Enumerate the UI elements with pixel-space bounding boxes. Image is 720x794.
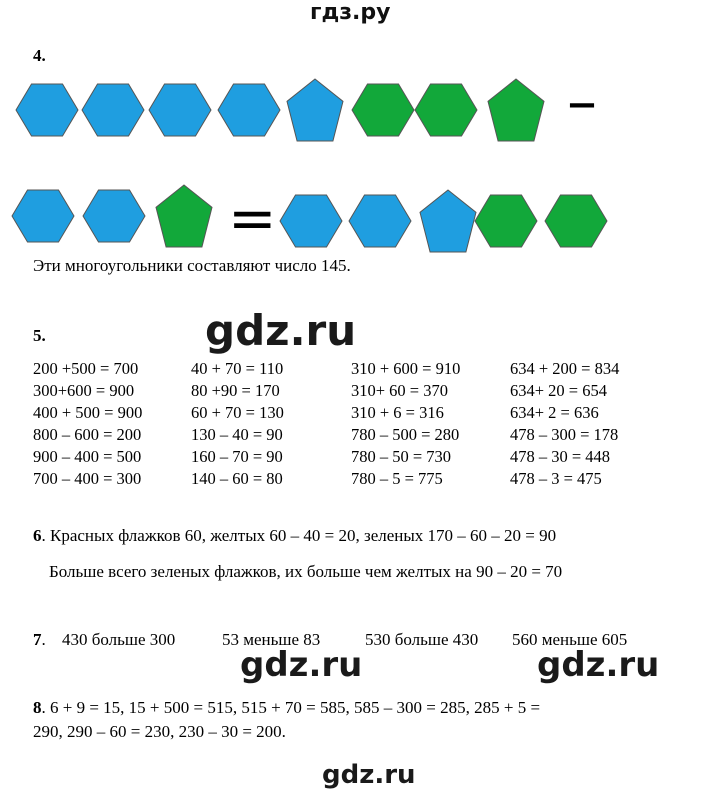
task4-conclusion: Эти многоугольники составляют число 145.	[33, 256, 351, 275]
task7-item: 430 больше 300	[62, 630, 176, 649]
task7-item: 53 меньше 83	[222, 630, 321, 649]
blue-hexagon-shape	[349, 195, 411, 247]
watermark-main[interactable]: gdz.ru	[205, 306, 357, 355]
task7-item: 530 больше 430	[365, 630, 479, 649]
task4-shapes	[0, 0, 720, 260]
task4-number: 4.	[33, 46, 46, 65]
blue-hexagon-shape	[82, 84, 144, 136]
task6-number: 6	[33, 526, 42, 545]
blue-hexagon-shape	[218, 84, 280, 136]
task7-number: 7	[33, 630, 42, 649]
task8-line2: 290, 290 – 60 = 230, 230 – 30 = 200.	[33, 722, 286, 741]
task8-number: 8	[33, 698, 42, 717]
blue-hexagon-shape	[149, 84, 211, 136]
task5-column-4: 634 + 200 = 834 634+ 20 = 654 634+ 2 = 636 478 – 300 = 178 478 – 30 = 448 478 – 3 = 475	[510, 359, 620, 488]
equals-sign: =	[228, 184, 277, 252]
blue-hexagon-shape	[16, 84, 78, 136]
minus-sign: –	[567, 67, 597, 137]
blue-hexagon-shape	[83, 190, 145, 242]
green-hexagon-shape	[352, 84, 414, 136]
green-pentagon-shape	[488, 79, 544, 141]
blue-hexagon-shape	[280, 195, 342, 247]
task5-column-2: 40 + 70 = 110 80 +90 = 170 60 + 70 = 130 130 – 40 = 90 160 – 70 = 90 140 – 60 = 80	[191, 359, 284, 488]
task7-line: 7.	[33, 630, 46, 649]
task5-column-1: 200 +500 = 700 300+600 = 900 400 + 500 = 900 800 – 600 = 200 900 – 400 = 500 700 – 400 = 300	[33, 359, 143, 488]
green-hexagon-shape	[415, 84, 477, 136]
site-header[interactable]: гдз.ру	[310, 0, 391, 25]
task8-line1: 8. 6 + 9 = 15, 15 + 500 = 515, 515 + 70 = 585, 585 – 300 = 285, 285 + 5 =	[33, 698, 541, 717]
green-pentagon-shape	[156, 185, 212, 247]
watermark-mid-right[interactable]: gdz.ru	[537, 645, 660, 685]
task5-number: 5.	[33, 326, 46, 345]
task6-line1: 6. Красных флажков 60, желтых 60 – 40 = 20, зеленых 170 – 60 – 20 = 90	[33, 526, 557, 545]
blue-pentagon-shape	[420, 190, 476, 252]
blue-pentagon-shape	[287, 79, 343, 141]
task7-item: 560 меньше 605	[512, 630, 628, 649]
watermark-mid-left[interactable]: gdz.ru	[240, 645, 363, 685]
blue-hexagon-shape	[12, 190, 74, 242]
task6-line2: Больше всего зеленых флажков, их больше чем желтых на 90 – 20 = 70	[49, 562, 563, 581]
green-hexagon-shape	[475, 195, 537, 247]
task5-column-3: 310 + 600 = 910 310+ 60 = 370 310 + 6 = 316 780 – 500 = 280 780 – 50 = 730 780 – 5 = 775	[351, 359, 461, 488]
green-hexagon-shape	[545, 195, 607, 247]
watermark-bottom[interactable]: gdz.ru	[322, 760, 416, 790]
